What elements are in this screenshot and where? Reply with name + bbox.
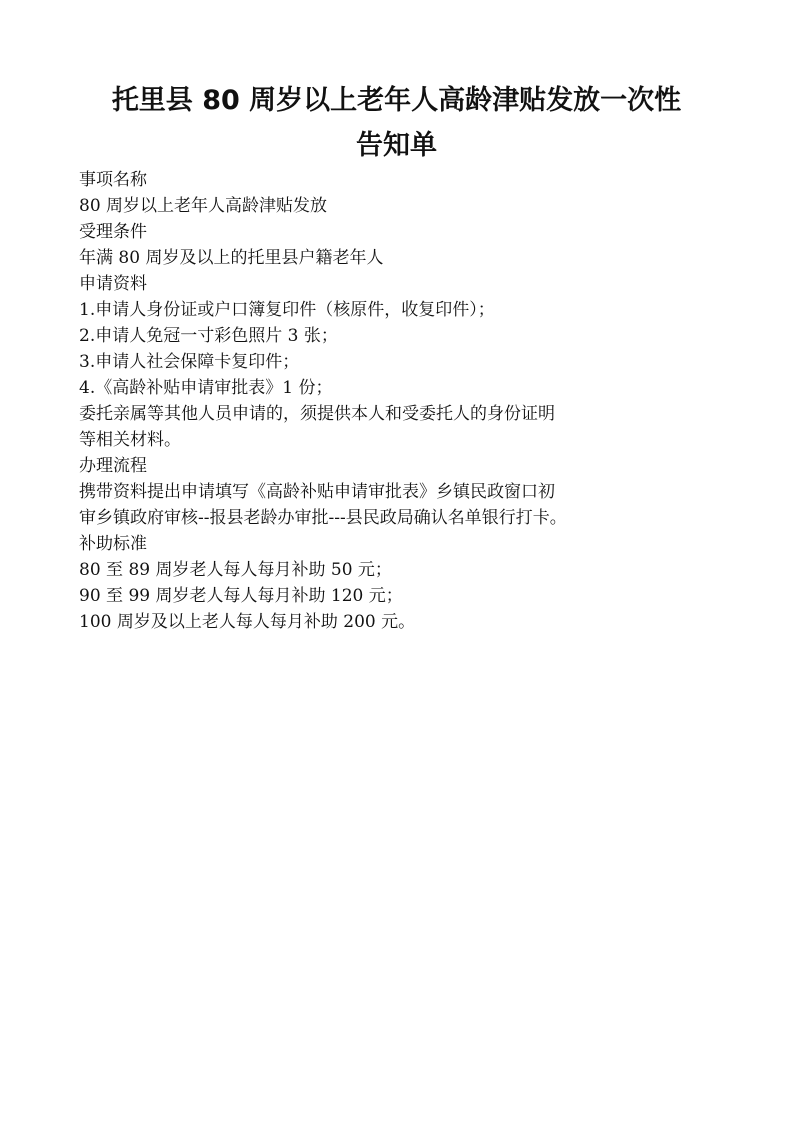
document-title-line-1: 托里县 80 周岁以上老年人高龄津贴发放一次性 — [111, 85, 682, 116]
document-body — [79, 167, 759, 635]
conditions-text: 年满 80 周岁及以上的托里县户籍老年人 — [79, 248, 384, 268]
standard-item-1: 80 至 89 周岁老人每人每月补助 50 元； — [79, 560, 392, 580]
materials-item-2: 2.申请人免冠一寸彩色照片 3 张； — [79, 326, 338, 346]
section-heading-conditions: 受理条件 — [79, 222, 147, 242]
section-heading-materials: 申请资料 — [79, 274, 147, 294]
process-text-line-2: 审乡镇政府审核--报县老龄办审批---县民政局确认名单银行打卡。 — [79, 508, 567, 528]
materials-note-line-1: 委托亲属等其他人员申请的，须提供本人和受委托人的身份证明 — [79, 404, 555, 424]
materials-item-4: 4.《高龄补贴申请审批表》1 份； — [79, 378, 333, 398]
process-text-line-1: 携带资料提出申请填写《高龄补贴申请审批表》乡镇民政窗口初 — [79, 482, 555, 502]
materials-item-3: 3.申请人社会保障卡复印件； — [79, 352, 300, 372]
item-name-text: 80 周岁以上老年人高龄津贴发放 — [79, 196, 328, 216]
document-title-line-2: 告知单 — [356, 130, 437, 161]
materials-note-line-2: 等相关材料。 — [79, 430, 181, 450]
section-heading-process: 办理流程 — [79, 456, 147, 476]
materials-item-1: 1.申请人身份证或户口簿复印件（核原件，收复印件）； — [79, 300, 495, 320]
standard-item-2: 90 至 99 周岁老人每人每月补助 120 元； — [79, 586, 403, 606]
section-heading-item-name: 事项名称 — [79, 170, 147, 190]
standard-item-3: 100 周岁及以上老人每人每月补助 200 元。 — [79, 612, 416, 632]
section-heading-standards: 补助标准 — [79, 534, 147, 554]
